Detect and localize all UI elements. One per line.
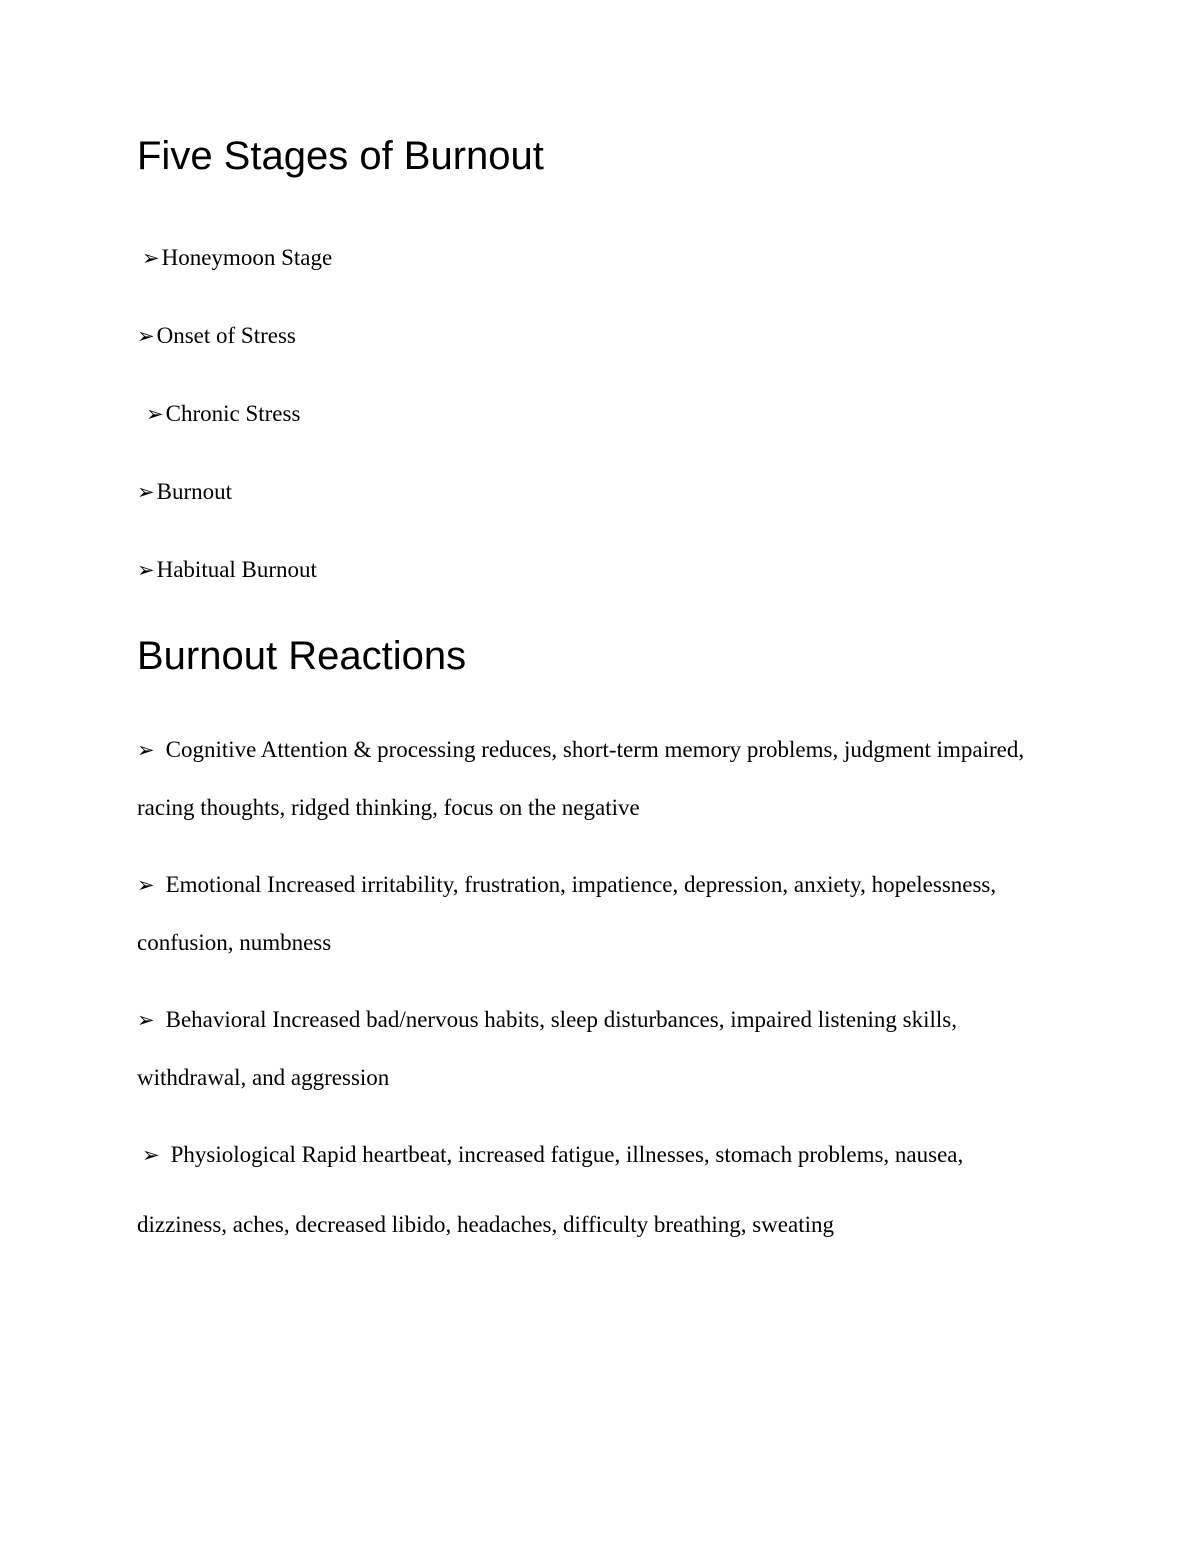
reaction-paragraph-behavioral <box>137 991 1049 1107</box>
stage-label: Burnout <box>156 479 232 504</box>
stage-label: Honeymoon Stage <box>161 245 333 270</box>
reactions-section <box>137 721 1049 1254</box>
reaction-line: confusion, numbness <box>137 930 332 955</box>
arrow-bullet-icon: ➢ <box>137 480 155 504</box>
arrow-bullet-icon: ➢ <box>137 1008 155 1032</box>
stage-item-honeymoon <box>137 245 1049 271</box>
stages-list <box>137 245 1049 583</box>
arrow-bullet-icon: ➢ <box>142 246 160 270</box>
reaction-line <box>137 721 1049 779</box>
stage-item-habitual <box>137 557 1049 583</box>
reaction-paragraph-cognitive <box>137 721 1049 837</box>
heading-five-stages: Five Stages of Burnout <box>137 134 544 178</box>
arrow-bullet-icon: ➢ <box>146 402 164 426</box>
stage-item-burnout <box>137 479 1049 505</box>
stage-item-onset <box>137 323 1049 349</box>
reaction-text: Behavioral Increased bad/nervous habits, sleep disturbances, impaired listening skills, <box>165 1007 957 1032</box>
stage-item-chronic <box>137 401 1049 427</box>
reaction-text: Emotional Increased irritability, frustration, impatience, depression, anxiety, hopelessness, <box>165 872 997 897</box>
heading-burnout-reactions: Burnout Reactions <box>137 634 467 678</box>
reaction-line <box>137 991 1049 1049</box>
reaction-line: withdrawal, and aggression <box>137 1065 390 1090</box>
arrow-bullet-icon: ➢ <box>137 558 155 582</box>
reaction-line: dizziness, aches, decreased libido, headaches, difficulty breathing, sweating <box>137 1212 834 1237</box>
reaction-paragraph-physiological <box>137 1126 1049 1254</box>
reaction-text: Cognitive Attention & processing reduces, short-term memory problems, judgment impaired, <box>165 737 1025 762</box>
reaction-line <box>137 856 1049 914</box>
stage-label: Habitual Burnout <box>156 557 317 582</box>
stage-label: Onset of Stress <box>156 323 296 348</box>
reaction-text: Physiological Rapid heartbeat, increased fatigue, illnesses, stomach problems, nausea, <box>170 1142 964 1167</box>
reaction-line: racing thoughts, ridged thinking, focus on the negative <box>137 795 640 820</box>
arrow-bullet-icon: ➢ <box>137 324 155 348</box>
arrow-bullet-icon: ➢ <box>137 738 155 762</box>
arrow-bullet-icon: ➢ <box>142 1143 160 1167</box>
reaction-paragraph-emotional <box>137 856 1049 972</box>
reaction-line <box>137 1126 1049 1184</box>
arrow-bullet-icon: ➢ <box>137 873 155 897</box>
stage-label: Chronic Stress <box>165 401 301 426</box>
